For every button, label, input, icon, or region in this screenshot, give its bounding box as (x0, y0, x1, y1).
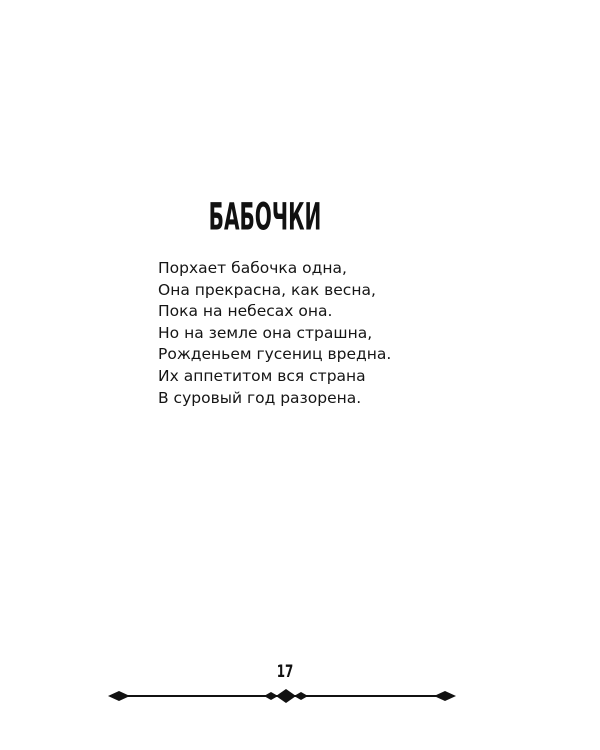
poem-line: Рожденьем гусениц вредна. (158, 345, 392, 364)
poem-title: БАБОЧКИ (208, 195, 322, 239)
poem-line: Пока на небесах она. (158, 302, 333, 321)
poem-body (158, 258, 391, 409)
poem-line: Порхает бабочка одна, (158, 259, 347, 277)
poem-line: Она прекрасна, как весна, (158, 280, 376, 299)
diamond-line-ornament-icon (0, 684, 600, 708)
page-number: 17 (276, 662, 294, 682)
poem-line: Их аппетитом вся страна (158, 366, 366, 385)
poem-line: Но на земле она страшна, (158, 323, 373, 342)
poem-line: В суровый год разорена. (158, 388, 362, 407)
